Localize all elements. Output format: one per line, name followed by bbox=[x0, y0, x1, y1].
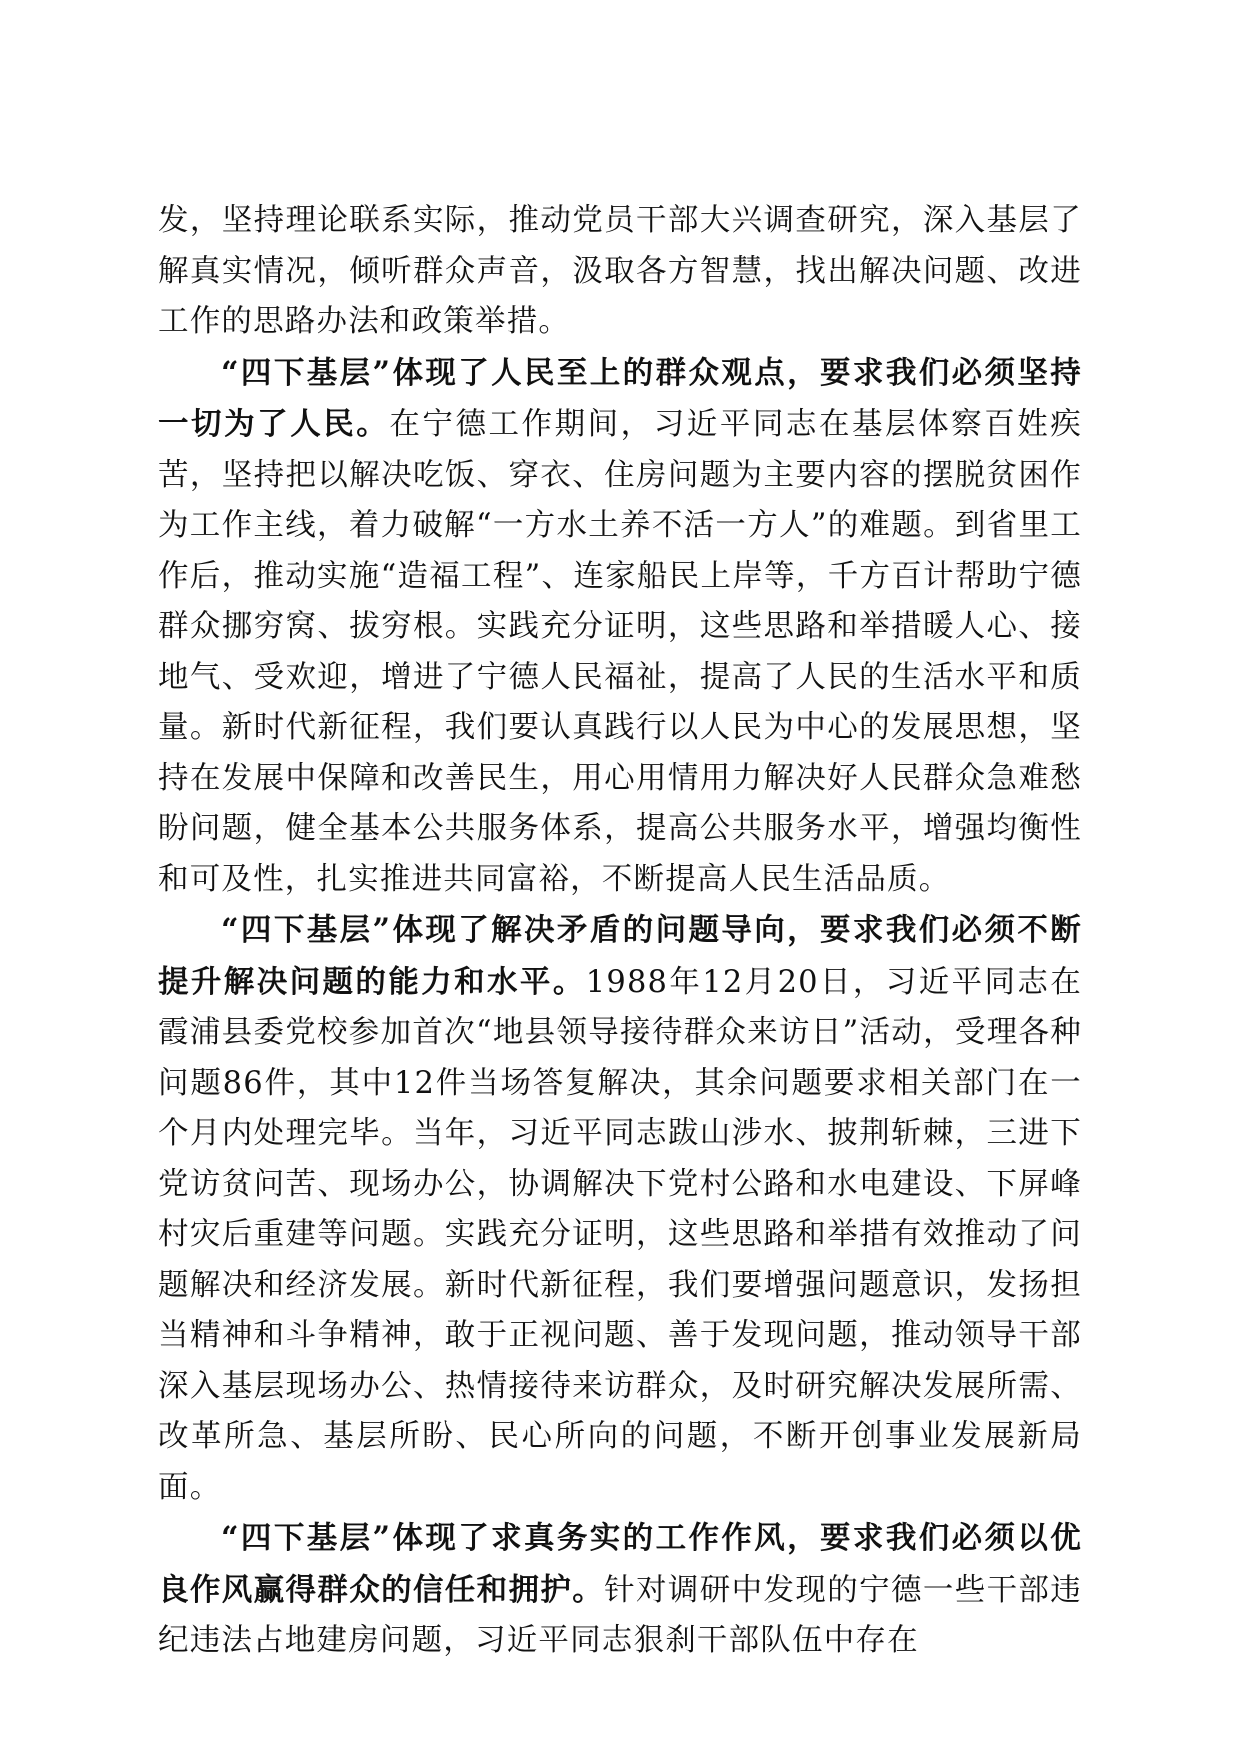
paragraph-text: 在宁德工作期间，习近平同志在基层体察百姓疾苦，坚持把以解决吃饭、穿衣、住房问题为主要内容的摆脱贫困作为工作主线，着力破解“一方水土养不活一方人”的难题。到省里工作后，推动实施“造福工程”、连家船民上岸等，千方百计帮助宁德群众挪穷窝、拔穷根。实践充分证明，这些思路和举措暖人心、接地气、受欢迎，增进了宁德人民福祉，提高了人民的生活水平和质量。新时代新征程，我们要认真践行以人民为中心的发展思想，坚持在发展中保障和改善民生，用心用情用力解决好人民群众急难愁盼问题，健全基本公共服务体系，提高公共服务水平，增强均衡性和可及性，扎实推进共同富裕，不断提高人民生活品质。 bbox=[158, 407, 1082, 897]
paragraph-lead-heading: “四下基层”体现了人民至上的群众观点，要求我们必须坚持一切为了人民。 bbox=[158, 354, 1082, 442]
document-page bbox=[158, 196, 1082, 1667]
paragraph-lead-heading: “四下基层”体现了求真务实的工作作风，要求我们必须以优良作风赢得群众的信任和拥护。 bbox=[158, 1520, 1082, 1608]
paragraph-text: 1988年12月20日，习近平同志在霞浦县委党校参加首次“地县领导接待群众来访日”活动，受理各种问题86件，其中12件当场答复解决，其余问题要求相关部门在一个月内处理完毕。当年，习近平同志跋山涉水、披荆斩棘，三进下党访贫问苦、现场办公，协调解决下党村公路和水电建设、下屏峰村灾后重建等问题。实践充分证明，这些思路和举措有效推动了问题解决和经济发展。新时代新征程，我们要增强问题意识，发扬担当精神和斗争精神，敢于正视问题、善于发现问题，推动领导干部深入基层现场办公、热情接待来访群众，及时研究解决发展所需、改革所急、基层所盼、民心所向的问题，不断开创事业发展新局面。 bbox=[158, 964, 1082, 1505]
paragraph-text: 针对调研中发现的宁德一些干部违纪违法占地建房问题，习近平同志狠刹干部队伍中存在 bbox=[158, 1572, 1082, 1658]
paragraph-people-first bbox=[158, 348, 1082, 906]
paragraph-text: 发，坚持理论联系实际，推动党员干部大兴调查研究，深入基层了解真实情况，倾听群众声音，汲取各方智慧，找出解决问题、改进工作的思路办法和政策举措。 bbox=[158, 203, 1082, 339]
paragraph-continuation bbox=[158, 196, 1082, 348]
paragraph-work-style bbox=[158, 1513, 1082, 1667]
paragraph-lead-heading: “四下基层”体现了解决矛盾的问题导向，要求我们必须不断提升解决问题的能力和水平。 bbox=[158, 912, 1082, 1000]
paragraph-problem-oriented bbox=[158, 905, 1082, 1513]
